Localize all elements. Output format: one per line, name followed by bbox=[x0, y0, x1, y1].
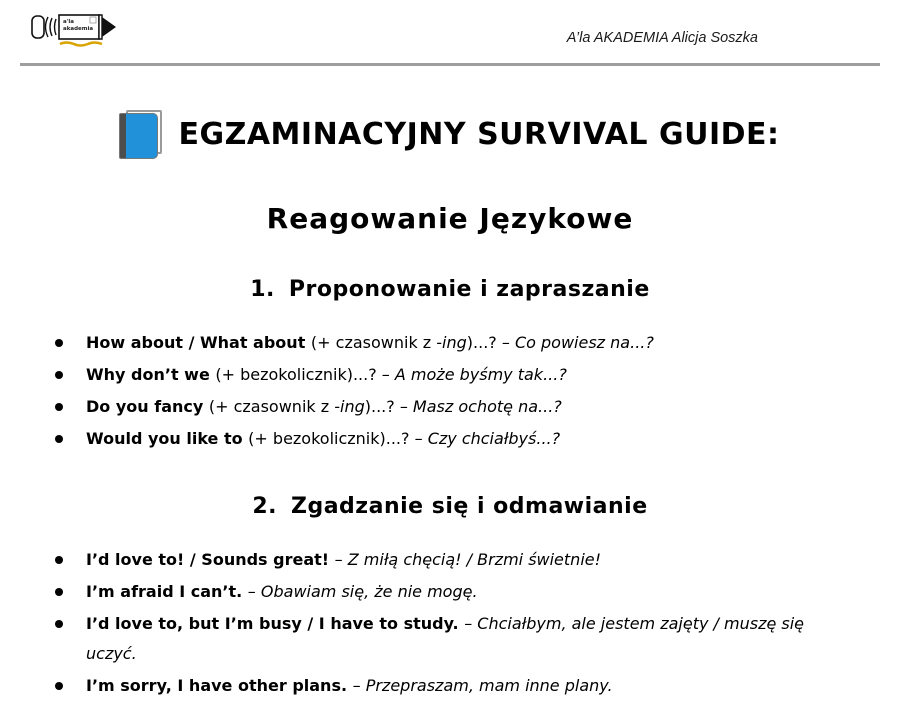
phrase-segment-bold: I’m sorry, I have other plans. bbox=[86, 676, 353, 695]
phrase-segment-italic: Co powiesz na...? bbox=[514, 333, 654, 352]
section-2-heading bbox=[0, 494, 900, 519]
phrase-segment-italic: Chciałbym, ale jestem zajęty / muszę się uczyć. bbox=[86, 614, 805, 663]
phrase-segment-reg: – bbox=[464, 614, 478, 633]
phrase-segment-reg: (+ bezokolicznik)...? – bbox=[248, 429, 428, 448]
phrase-segment-bold: I’d love to, but I’m busy / I have to study. bbox=[86, 614, 465, 633]
pencil-logo-icon bbox=[30, 8, 122, 50]
phrase-segment-italic: Masz ochotę na...? bbox=[412, 397, 562, 416]
phrase-list-item bbox=[86, 360, 842, 390]
svg-text:akademia: akademia bbox=[63, 26, 94, 32]
doc-subtitle: Reagowanie Językowe bbox=[266, 202, 634, 235]
section-1-heading bbox=[0, 277, 900, 302]
phrase-segment-italic: A może byśmy tak...? bbox=[394, 365, 567, 384]
phrase-segment-bold: Why don’t we bbox=[86, 365, 216, 384]
phrase-segment-reg: – bbox=[334, 550, 348, 569]
phrase-segment-reg: (+ czasownik z bbox=[208, 397, 335, 416]
section-1-number: 1. bbox=[250, 277, 275, 302]
phrase-segment-bold: How about / What about bbox=[86, 333, 311, 352]
doc-title: EGZAMINACYJNY SURVIVAL GUIDE: bbox=[178, 116, 780, 152]
phrase-segment-italic: Czy chciałbyś...? bbox=[427, 429, 561, 448]
phrase-segment-italic: -ing bbox=[334, 397, 365, 416]
phrase-segment-bold: Do you fancy bbox=[86, 397, 209, 416]
header-divider bbox=[20, 63, 880, 66]
phrase-segment-reg: – bbox=[247, 582, 261, 601]
phrase-segment-reg: )...? – bbox=[466, 333, 515, 352]
logo-text: a'la bbox=[63, 19, 74, 25]
section-2-list bbox=[0, 545, 900, 701]
section-1-list bbox=[0, 328, 900, 454]
page-header bbox=[0, 0, 900, 58]
section-1-title: Proponowanie i zapraszanie bbox=[288, 277, 650, 302]
section-2-number: 2. bbox=[252, 494, 278, 519]
affiliation-text: A’la AKADEMIA Alicja Soszka bbox=[566, 30, 758, 46]
phrase-segment-italic: Przepraszam, mam inne plany. bbox=[365, 676, 613, 695]
phrase-segment-bold: I’m afraid I can’t. bbox=[86, 582, 248, 601]
phrase-list-item bbox=[86, 671, 842, 701]
phrase-segment-italic: -ing bbox=[436, 333, 467, 352]
blue-book-icon bbox=[120, 110, 162, 158]
phrase-segment-reg: )...? – bbox=[364, 397, 413, 416]
phrase-list-item bbox=[86, 328, 842, 358]
phrase-segment-italic: Obawiam się, że nie mogę. bbox=[260, 582, 478, 601]
phrase-segment-bold: I’d love to! / Sounds great! bbox=[86, 550, 335, 569]
phrase-segment-reg: (+ bezokolicznik)...? – bbox=[215, 365, 395, 384]
phrase-list-item bbox=[86, 609, 842, 669]
phrase-segment-bold: Would you like to bbox=[86, 429, 249, 448]
phrase-segment-italic: Z miłą chęcią! / Brzmi świetnie! bbox=[347, 550, 602, 569]
phrase-list-item bbox=[86, 392, 842, 422]
section-2-title: Zgadzanie się i odmawianie bbox=[291, 494, 648, 519]
phrase-list-item bbox=[86, 577, 842, 607]
phrase-segment-reg: – bbox=[352, 676, 366, 695]
doc-title-row bbox=[0, 110, 900, 158]
phrase-list-item bbox=[86, 424, 842, 454]
phrase-segment-reg: (+ czasownik z bbox=[310, 333, 437, 352]
phrase-list-item bbox=[86, 545, 842, 575]
